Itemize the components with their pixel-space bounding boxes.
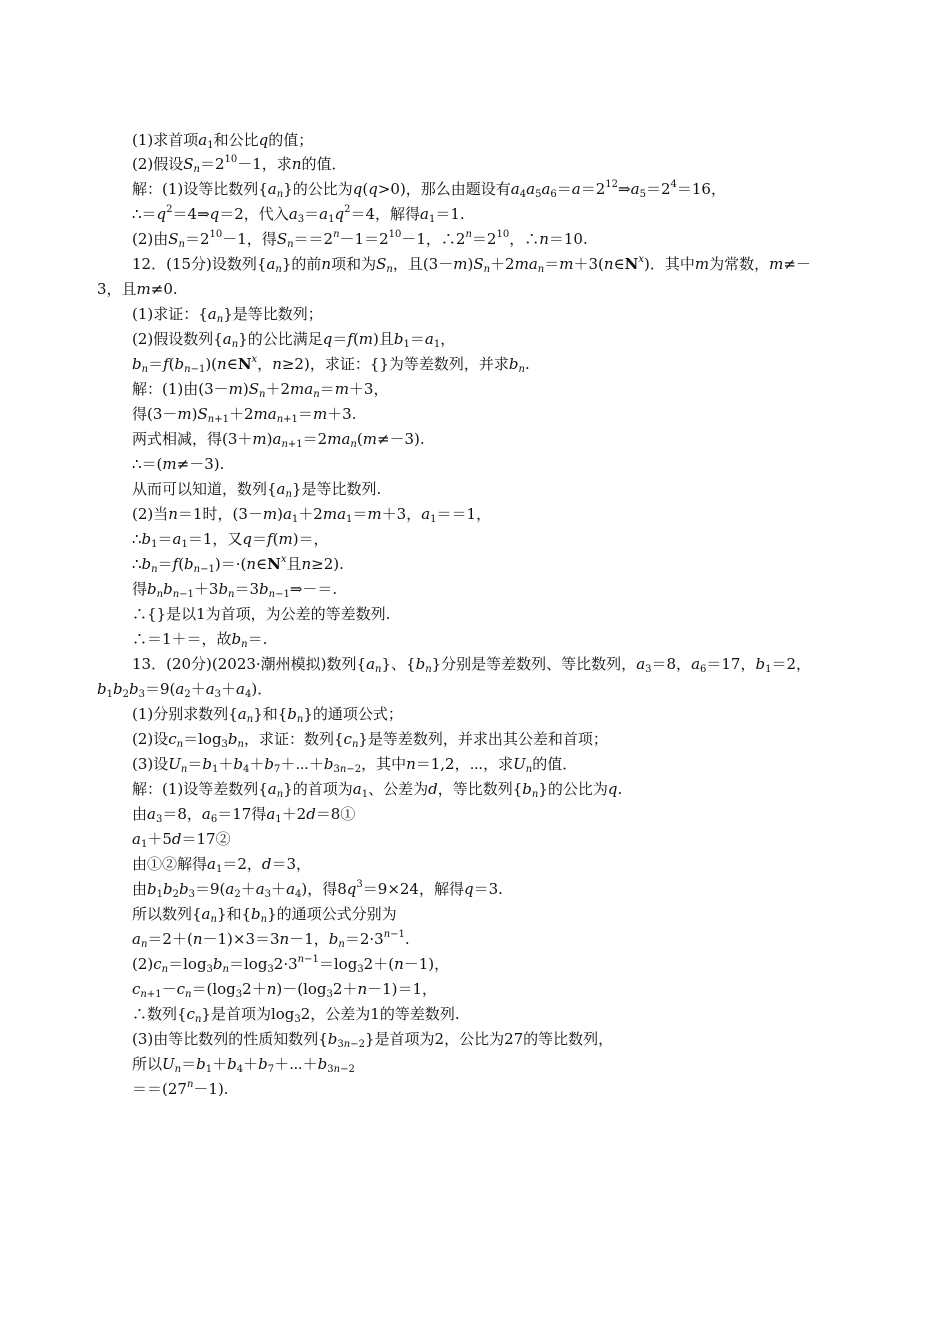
text-line: (1)求首项$a_1$和公比q的值； [132,131,314,151]
text-line: 由①②解得$a_1=2$，d＝3， [132,855,312,875]
text-line: (1)求证：$\{a_n\}$是等比数列； [132,305,323,325]
text-line: $b_1b_2b_3=9(a_2+a_3+a_4)$． [97,680,273,700]
text-line: (2)由$S_n=2^{10}-1$，得$S_n==2^n-1=2^{10}-1$，$\therefore 2^n=2^{10}$，∴n＝10. [132,229,588,250]
text-line: 由$b_1b_2b_3=9(a_2+a_3+a_4)$，得$8q^3=9\times 24$，解得q＝3. [132,879,503,900]
text-line: ∴＝(m≠－3). [132,455,225,473]
text-line: 从而可以知道，数列$\{a_n\}$是等比数列. [132,480,382,500]
text-line: $\therefore b_n=f(b_{n-1})=\cdot(n\in N^x$且n≥2). [132,554,344,575]
text-line: 3，且m≠0. [97,280,178,298]
text-line: 所以$U_n=b_1+b_4+b_7+\cdots+b_{3n-2}$ [132,1055,355,1075]
text-line: 得$(3-m)S_{n+1}+2ma_{n+1}=m+3$. [132,405,357,425]
text-line: 由$a_3=8$，$a_6=17$得$a_1+2d=8①$ [132,805,356,825]
text-line: (3)设$U_n=b_1+b_4+b_7+\cdots+b_{3n-2}$，其中n＝1,2，⋯，求$U_n$的值． [132,755,578,775]
text-line: $a_1+5d=17②$ [132,830,231,850]
text-line: (3)由等比数列的性质知数列$\{b_{3n-2}\}$是首项为2，公比为27的等比数列， [132,1030,614,1050]
text-line: $c_{n+1}-c_n=(\log_32+n)-(\log_32+n-1)=1$， [132,980,438,1000]
text-line: ∴＝1＋＝，故$b_n=$. [132,630,268,650]
text-line: 得$b_nb_{n-1}+3b_n=3b_{n-1}\Rightarrow-=$. [132,580,338,600]
text-line: ∴数列$\{c_n\}$是首项为$\log_32$，公差为1的等差数列. [132,1005,460,1025]
text-line: $a_n=2+(n-1)\times 3=3n-1$，$b_n=2\cdot 3^{n-1}$. [132,929,410,950]
text-line: $b_n=f(b_{n-1})(n\in N^x$，n≥2)，求证：{}为等差数列，并求$b_n$. [132,354,530,375]
text-line: 13．(20分)(2023·潮州模拟)数列$\{a_n\}$、$\{b_n\}$分别是等差数列、等比数列，$a_3=8$，$a_6=17$，$b_1=2$， [132,655,812,675]
text-line: $\therefore=q^2=4\Rightarrow q=2$，代入$a_3=a_1q^2=4$，解得$a_1=1$. [132,204,465,225]
text-line: (2)假设$S_n=2^{10}-1$，求n的值． [132,154,347,175]
text-line: 两式相减，得$(3+m)a_{n+1}=2ma_n(m\ne-3)$. [132,430,425,450]
text-line: (2)当n＝1时，$(3-m)a_1+2ma_1=m+3$，$a_1==1$， [132,505,492,525]
text-line: 12．(15分)设数列$\{a_n\}$的前n项和为$S_n$，且$(3-m)S_n+2ma_n=m+3(n\in N^x)$．其中m为常数，m≠－ [132,254,811,275]
text-line: $==(27^n-1)$. [132,1079,229,1098]
text-line: (2)假设数列$\{a_n\}$的公比满足q＝f(m)且$b_1=a_1$， [132,330,456,350]
text-line: $\therefore b_1=a_1=1$，又q＝f(m)＝， [132,530,329,550]
text-line: (1)分别求数列$\{a_n\}$和$\{b_n\}$的通项公式； [132,705,403,725]
text-line: (2)设$c_n=\log_3b_n$，求证：数列$\{c_n\}$是等差数列，并求出其公差和首项； [132,730,608,750]
text-line: $(2)c_n=\log_3b_n=\log_32\cdot 3^{n-1}=\log_32+(n-1)$， [132,954,450,975]
text-line: 所以数列$\{a_n\}$和$\{b_n\}$的通项公式分别为 [132,905,397,925]
text-line: 解：(1)设等差数列$\{a_n\}$的首项为$a_1$、公差为d，等比数列$\{b_n\}$的公比为q. [132,780,623,800]
text-line: 解：(1)由$(3-m)S_n+2ma_n=m+3$， [132,380,389,400]
text-line: ∴{}是以1为首项，为公差的等差数列. [132,605,391,623]
text-line: 解：(1)设等比数列$\{a_n\}$的公比为q(q>0)，那么由题设有$a_4a_5a_6=a=2^{12}\Rightarrow a_5=2^4=16$， [132,179,726,200]
